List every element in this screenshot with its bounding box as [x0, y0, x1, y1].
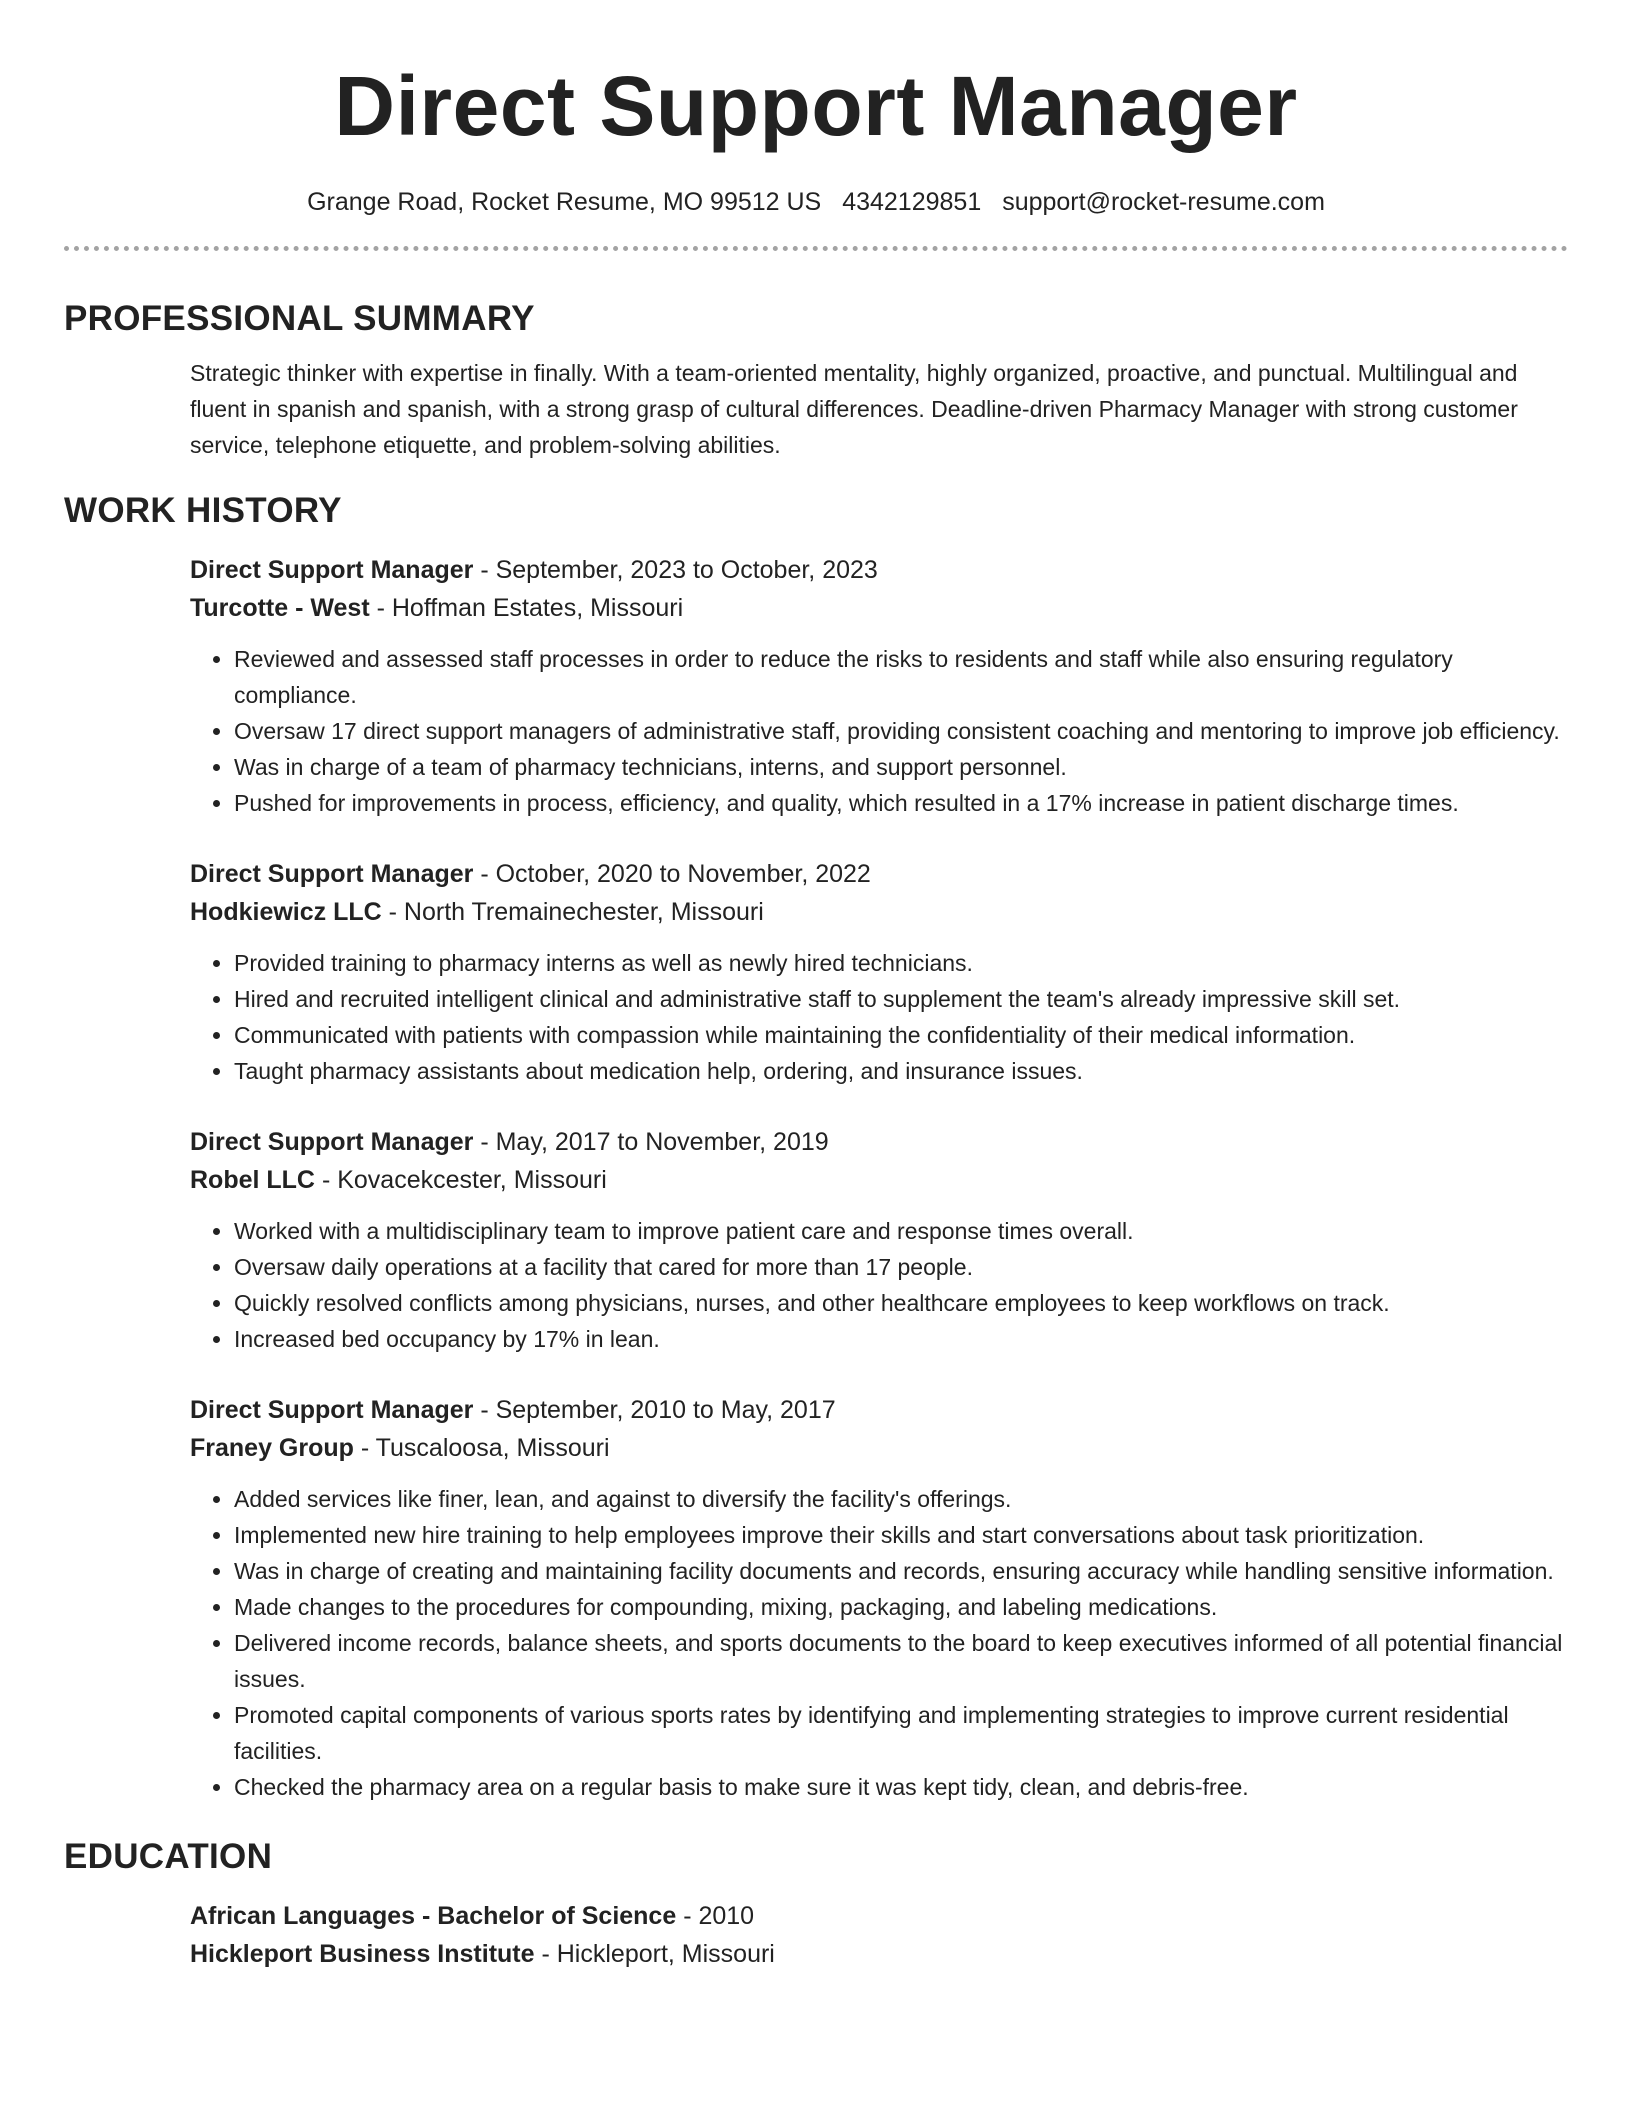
- list-item: • Promoted capital components of various sports rates by identifying and implementing strategies to improve current residential facilities.: [234, 1697, 1568, 1769]
- job-company-line: [190, 1161, 1568, 1199]
- list-item: • Quickly resolved conflicts among physicians, nurses, and other healthcare employees to keep workflows on track.: [234, 1285, 1568, 1321]
- job-dates: - October, 2020 to November, 2022: [473, 860, 871, 888]
- list-item: • Taught pharmacy assistants about medication help, ordering, and insurance issues.: [234, 1053, 1568, 1089]
- job-dates: - September, 2023 to October, 2023: [473, 556, 878, 584]
- job-company-line: [190, 1429, 1568, 1467]
- job-role: Direct Support Manager: [190, 860, 474, 888]
- education-degree: African Languages - Bachelor of Science: [190, 1902, 677, 1930]
- job-role: Direct Support Manager: [190, 1128, 474, 1156]
- job-company-line: [190, 893, 1568, 931]
- education-entry: [190, 1897, 1568, 1973]
- job-entry: [190, 855, 1568, 1089]
- job-role: Direct Support Manager: [190, 556, 474, 584]
- section-title-summary: PROFESSIONAL SUMMARY: [64, 299, 535, 338]
- job-entry: [190, 1391, 1568, 1805]
- job-location: - North Tremainechester, Missouri: [381, 898, 764, 926]
- list-item: • Reviewed and assessed staff processes in order to reduce the risks to residents and staff while also ensuring regulatory compliance.: [234, 641, 1568, 713]
- job-role: Direct Support Manager: [190, 1396, 474, 1424]
- job-company: Hodkiewicz LLC: [190, 898, 382, 926]
- job-bullet-list: [190, 1213, 1568, 1357]
- job-bullet-list: [190, 1481, 1568, 1805]
- job-bullet-list: [190, 641, 1568, 821]
- education-school-line: [190, 1935, 1568, 1973]
- list-item: • Oversaw daily operations at a facility that cared for more than 17 people.: [234, 1249, 1568, 1285]
- summary-text: Strategic thinker with expertise in finally. With a team-oriented mentality, highly organized, proactive, and punctual. Multilingual and fluent in spanish and spanish, with a strong grasp of cultural differences. Deadline-driven Pharmacy Manager with strong customer service, telephone etiquette, and problem-solving abilities.: [190, 360, 1518, 458]
- list-item: • Increased bed occupancy by 17% in lean.: [234, 1321, 1568, 1357]
- education-school: Hickleport Business Institute: [190, 1940, 535, 1968]
- job-entry: [190, 551, 1568, 821]
- list-item: • Pushed for improvements in process, efficiency, and quality, which resulted in a 17% increase in patient discharge times.: [234, 785, 1568, 821]
- list-item: • Was in charge of creating and maintaining facility documents and records, ensuring accuracy while handling sensitive information.: [234, 1553, 1568, 1589]
- job-title-line: [190, 855, 1568, 893]
- header-divider: [64, 246, 1568, 251]
- job-location: - Hoffman Estates, Missouri: [369, 594, 684, 622]
- list-item: • Communicated with patients with compassion while maintaining the confidentiality of their medical information.: [234, 1017, 1568, 1053]
- list-item: • Was in charge of a team of pharmacy technicians, interns, and support personnel.: [234, 749, 1568, 785]
- job-company: Franey Group: [190, 1434, 354, 1462]
- job-company-line: [190, 589, 1568, 627]
- work-history-list: [64, 551, 1568, 1805]
- job-location: - Tuscaloosa, Missouri: [353, 1434, 610, 1462]
- education-year: - 2010: [676, 1902, 755, 1930]
- education-location: - Hickleport, Missouri: [534, 1940, 775, 1968]
- page-title: Direct Support Manager: [334, 59, 1298, 153]
- list-item: • Made changes to the procedures for compounding, mixing, packaging, and labeling medications.: [234, 1589, 1568, 1625]
- education-degree-line: [190, 1897, 1568, 1935]
- job-dates: - September, 2010 to May, 2017: [473, 1396, 836, 1424]
- list-item: • Worked with a multidisciplinary team to improve patient care and response times overall.: [234, 1213, 1568, 1249]
- list-item: • Checked the pharmacy area on a regular basis to make sure it was kept tidy, clean, and debris-free.: [234, 1769, 1568, 1805]
- job-company: Robel LLC: [190, 1166, 315, 1194]
- list-item: • Delivered income records, balance sheets, and sports documents to the board to keep executives informed of all potential financial issues.: [234, 1625, 1568, 1697]
- contact-address: Grange Road, Rocket Resume, MO 99512 US: [307, 188, 822, 216]
- list-item: • Hired and recruited intelligent clinical and administrative staff to supplement the team's already impressive skill set.: [234, 981, 1568, 1017]
- contact-email: support@rocket-resume.com: [1002, 188, 1325, 216]
- contact-phone: 4342129851: [842, 188, 982, 216]
- job-title-line: [190, 1123, 1568, 1161]
- job-company: Turcotte - West: [190, 594, 370, 622]
- list-item: • Added services like finer, lean, and against to diversify the facility's offerings.: [234, 1481, 1568, 1517]
- contact-line: [64, 184, 1568, 220]
- job-dates: - May, 2017 to November, 2019: [473, 1128, 829, 1156]
- job-entry: [190, 1123, 1568, 1357]
- section-title-education: EDUCATION: [64, 1837, 273, 1876]
- list-item: • Implemented new hire training to help employees improve their skills and start conversations about task prioritization.: [234, 1517, 1568, 1553]
- job-title-line: [190, 551, 1568, 589]
- job-location: - Kovacekcester, Missouri: [315, 1166, 607, 1194]
- job-title-line: [190, 1391, 1568, 1429]
- list-item: • Oversaw 17 direct support managers of administrative staff, providing consistent coaching and mentoring to improve job efficiency.: [234, 713, 1568, 749]
- job-bullet-list: [190, 945, 1568, 1089]
- list-item: • Provided training to pharmacy interns as well as newly hired technicians.: [234, 945, 1568, 981]
- section-title-work-history: WORK HISTORY: [64, 491, 342, 530]
